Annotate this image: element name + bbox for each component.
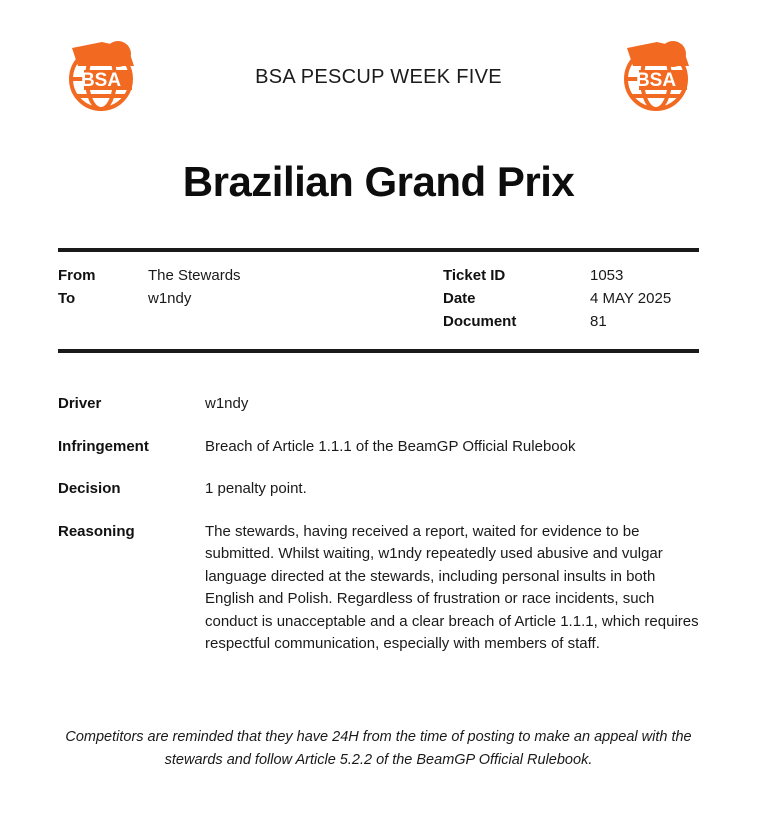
bsa-logo-left xyxy=(58,34,144,120)
row-infringement xyxy=(58,436,699,459)
page-title: Brazilian Grand Prix xyxy=(182,158,575,205)
row-decision xyxy=(58,478,699,501)
appeal-notice: Competitors are reminded that they have 24H from the time of posting to make an appeal with the stewards and follow Article 5.2.2 of the BeamGP Official Rulebook. xyxy=(65,729,692,768)
driver-value: w1ndy xyxy=(205,395,249,412)
decision-body xyxy=(58,393,699,656)
meta-label-to: To xyxy=(58,290,76,307)
meta-value-from: The Stewards xyxy=(148,267,241,284)
meta-left-labels xyxy=(58,264,148,333)
meta-label-document: Document xyxy=(443,313,517,330)
meta-label-from: From xyxy=(58,267,96,284)
driver-label: Driver xyxy=(58,395,102,412)
bsa-logo-right-text: BSA xyxy=(635,70,677,91)
meta-block xyxy=(58,252,699,339)
meta-right-values xyxy=(590,264,671,333)
meta-label-ticket-id: Ticket ID xyxy=(443,267,506,284)
meta-value-ticket-id: 1053 xyxy=(590,267,624,284)
meta-right-labels xyxy=(443,264,590,333)
meta-label-date: Date xyxy=(443,290,476,307)
meta-rule-bottom xyxy=(58,349,699,353)
row-driver xyxy=(58,393,699,416)
decision-value: 1 penalty point. xyxy=(205,480,307,497)
infringement-value: Breach of Article 1.1.1 of the BeamGP Official Rulebook xyxy=(205,437,576,455)
meta-column-right xyxy=(443,264,699,333)
meta-value-document: 81 xyxy=(590,313,607,330)
bsa-logo-right xyxy=(613,34,699,120)
row-reasoning xyxy=(58,521,699,657)
meta-column-left xyxy=(58,264,443,333)
meta-left-values xyxy=(148,264,241,333)
decision-label: Decision xyxy=(58,480,121,497)
meta-value-date: 4 MAY 2025 xyxy=(590,290,672,307)
meta-value-to: w1ndy xyxy=(148,290,192,307)
infringement-label: Infringement xyxy=(58,437,149,455)
reasoning-value: The stewards, having received a report, waited for evidence to be submitted. Whilst waiting, w1ndy repeatedly used abusive and vulgar language directed at the stewards, including personal insults in both English and Polish. Regardless of frustration or race incidents, such conduct is unacceptable and a clear breach of Article 1.1.1, which requires respectful communication, especially with members of staff. xyxy=(205,522,699,653)
bsa-logo-left-text: BSA xyxy=(80,70,122,91)
reasoning-label: Reasoning xyxy=(58,522,135,540)
event-title: BSA PESCUP WEEK FIVE xyxy=(255,65,502,88)
document-header xyxy=(58,0,699,120)
